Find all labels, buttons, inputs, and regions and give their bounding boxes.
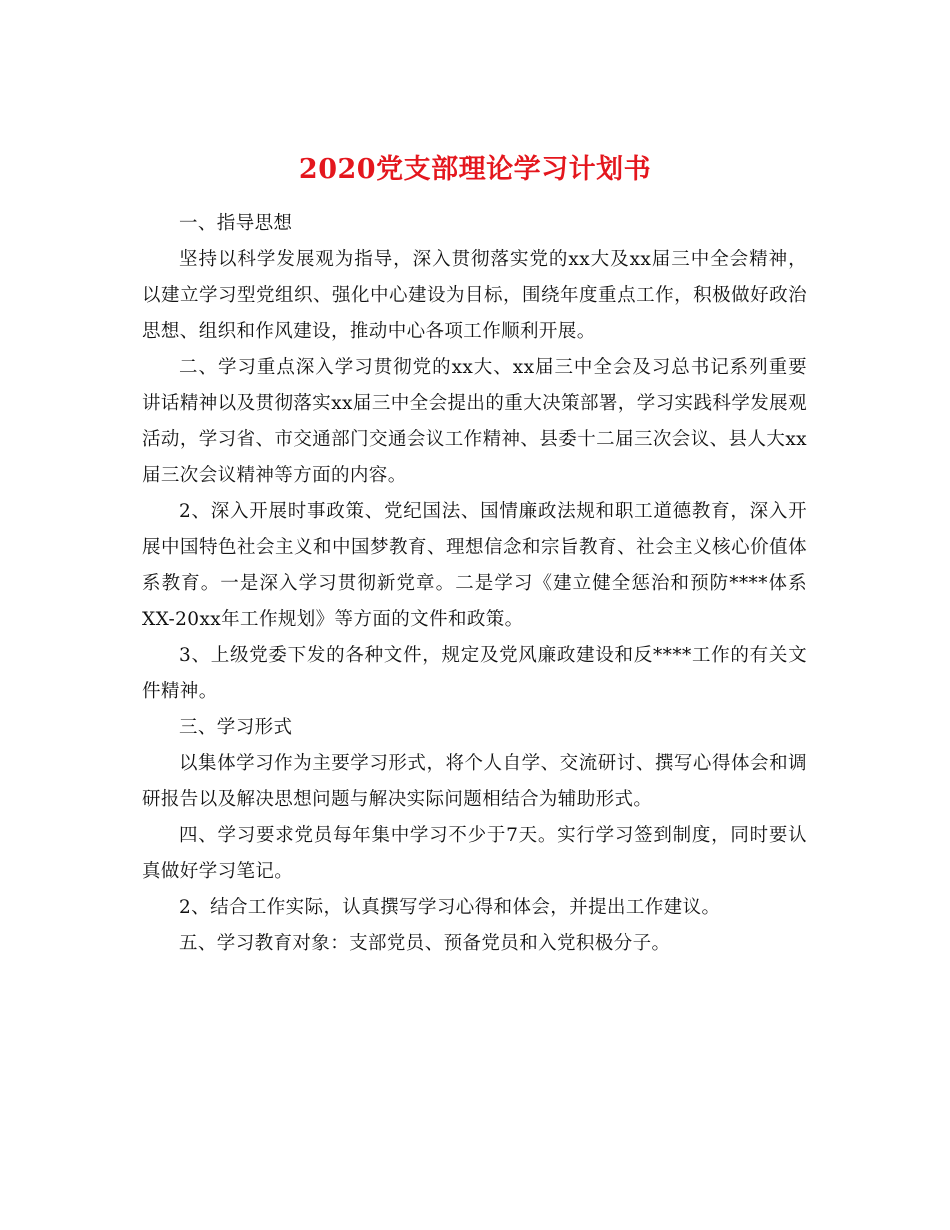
paragraph-guiding-ideology: 坚持以科学发展观为指导，深入贯彻落实党的xx大及xx届三中全会精神，以建立学习型党组织、强化中心建设为目标，围绕年度重点工作，积极做好政治思想、组织和作风建设，推动中心各项工作顺利开展。 [142, 249, 807, 342]
document-body [142, 206, 807, 962]
paragraph-study-form: 以集体学习作为主要学习形式，将个人自学、交流研讨、撰写心得体会和调研报告以及解决思想问题与解决实际问题相结合为辅助形式。 [142, 753, 807, 810]
section-heading-study-form: 三、学习形式 [179, 717, 293, 738]
paragraph-study-requirements: 四、学习要求党员每年集中学习不少于7天。实行学习签到制度，同时要认真做好学习笔记。 [142, 825, 807, 882]
document-title: 2020党支部理论学习计划书 [298, 154, 652, 186]
paragraph-study-focus: 二、学习重点深入学习贯彻党的xx大、xx届三中全会及习总书记系列重要讲话精神以及贯彻落实xx届三中全会提出的重大决策部署，学习实践科学发展观活动，学习省、市交通部门交通会议工作精神、县委十二届三次会议、县人大xx届三次会议精神等方面的内容。 [142, 357, 807, 486]
paragraph-study-focus-item-3: 3、上级党委下发的各种文件，规定及党风廉政建设和反****工作的有关文件精神。 [142, 645, 807, 702]
paragraph-study-focus-item-2: 2、深入开展时事政策、党纪国法、国情廉政法规和职工道德教育，深入开展中国特色社会主义和中国梦教育、理想信念和宗旨教育、社会主义核心价值体系教育。一是深入学习贯彻新党章。二是学习《建立健全惩治和预防****体系XX-20xx年工作规划》等方面的文件和政策。 [142, 501, 807, 630]
paragraph-study-targets: 五、学习教育对象：支部党员、预备党员和入党积极分子。 [179, 933, 671, 954]
paragraph-study-requirements-item-2: 2、结合工作实际，认真撰写学习心得和体会，并提出工作建议。 [179, 897, 721, 918]
section-heading-guiding-ideology: 一、指导思想 [179, 213, 293, 234]
